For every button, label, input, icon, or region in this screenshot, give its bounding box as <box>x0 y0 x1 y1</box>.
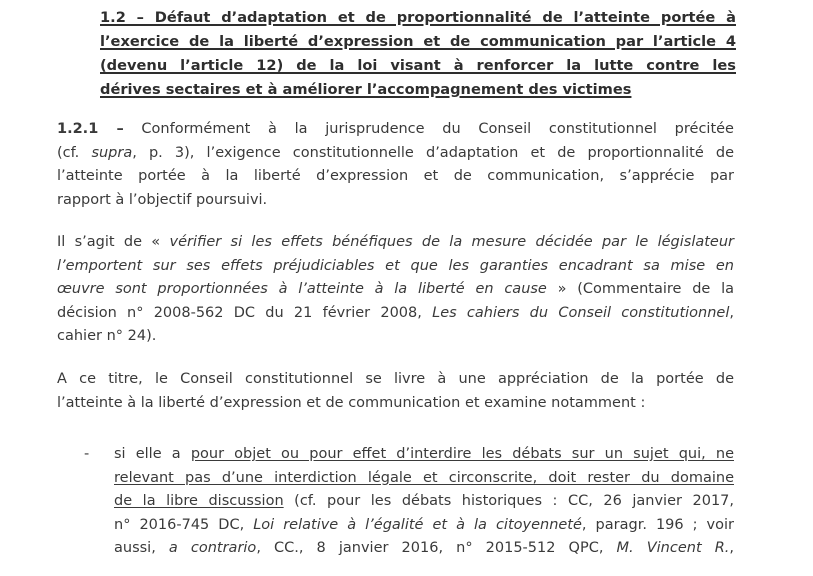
heading-line-4: dérives sectaires et à améliorer l’accompagnement des victimes <box>100 81 632 98</box>
para1-line-2-a: (cf. <box>57 144 92 161</box>
supra-italic: supra <box>91 144 133 161</box>
paragraph-a-ce-titre <box>57 368 734 415</box>
bullet-line-5-italic-2: M. Vincent R. <box>616 540 730 556</box>
bullet-line-2 <box>114 467 734 491</box>
paragraph-number: 1.2.1 – <box>57 121 124 137</box>
para1-line-1 <box>57 118 734 142</box>
para1-line-1-text: Conformément à la jurisprudence du Conseil constitutionnel précitée <box>123 121 734 137</box>
para2-line-1 <box>57 231 734 255</box>
bullet-line-3-underlined: de la libre discussion <box>114 493 284 509</box>
para2-line-4-a: décision n° 2008-562 DC du 21 février 2008, <box>57 304 433 321</box>
bullet-line-5-c: , <box>729 540 734 556</box>
para2-line-5: cahier n° 24). <box>57 328 157 344</box>
para3-line-1: A ce titre, le Conseil constitutionnel se livre à une appréciation de la portée de <box>57 371 734 387</box>
heading-line-1: 1.2 – Défaut d’adaptation et de proportionnalité de l’atteinte portée à <box>100 9 736 26</box>
paragraph-1-2-1 <box>57 118 734 212</box>
para1-line-2-b: , p. 3), l’exigence constitutionnelle d’adaptation et de proportionnalité de <box>132 144 734 161</box>
bullet-dash: - <box>84 446 90 462</box>
para2-line-4-b: , <box>729 304 734 321</box>
para2-line-3-italic: œuvre sont proportionnées à l’atteinte à la liberté en cause <box>57 281 547 297</box>
bullet-line-1-a: si elle a <box>114 446 191 462</box>
para2-line-4 <box>57 302 734 326</box>
bullet-line-4-a: n° 2016-745 DC, <box>114 516 254 533</box>
paragraph-quote <box>57 231 734 349</box>
bullet-line-1 <box>114 443 734 467</box>
para1-line-3: l’atteinte portée à la liberté d’expression et de communication, s’apprécie par <box>57 168 734 184</box>
bullet-line-1-underlined: pour objet ou pour effet d’interdire les débats sur un sujet qui, ne <box>190 446 734 462</box>
para1-line-4: rapport à l’objectif poursuivi. <box>57 191 268 208</box>
para2-line-1-a: Il s’agit de « <box>57 234 170 250</box>
para2-line-3-b: » (Commentaire de la <box>546 281 734 297</box>
section-heading <box>100 6 736 102</box>
heading-line-3: (devenu l’article 12) de la loi visant à renforcer la lutte contre les <box>100 57 736 74</box>
bullet-line-2-underlined: relevant pas d’une interdiction légale et circonscrite, doit rester du domaine <box>114 469 734 486</box>
bullet-line-5-b: , CC., 8 janvier 2016, n° 2015-512 QPC, <box>256 540 617 556</box>
heading-line-2: l’exercice de la liberté d’expression et de communication par l’article 4 <box>100 33 736 50</box>
bullet-line-3-b: (cf. pour les débats historiques : CC, 26 janvier 2017, <box>283 493 734 509</box>
bullet-item <box>114 443 734 561</box>
para2-line-3 <box>57 278 734 302</box>
bullet-line-3 <box>114 490 734 514</box>
bullet-line-4 <box>114 514 734 538</box>
para2-line-2 <box>57 255 734 279</box>
para2-line-2-italic: l’emportent sur ses effets préjudiciables et que les garanties encadrant sa mise en <box>57 257 734 274</box>
bullet-line-5-a: aussi, <box>114 540 169 556</box>
para3-line-2: l’atteinte à la liberté d’expression et de communication et examine notamment : <box>57 394 646 411</box>
bullet-line-5-italic-1: a contrario <box>168 540 257 556</box>
para2-line-1-italic: vérifier si les effets bénéfiques de la mesure décidée par le législateur <box>169 234 734 250</box>
para1-line-2 <box>57 142 734 166</box>
bullet-line-4-b: , paragr. 196 ; voir <box>581 516 734 533</box>
bullet-line-4-italic: Loi relative à l’égalité et à la citoyenneté <box>253 516 582 533</box>
bullet-line-5 <box>114 537 734 561</box>
para2-line-4-italic: Les cahiers du Conseil constitutionnel <box>432 304 730 321</box>
